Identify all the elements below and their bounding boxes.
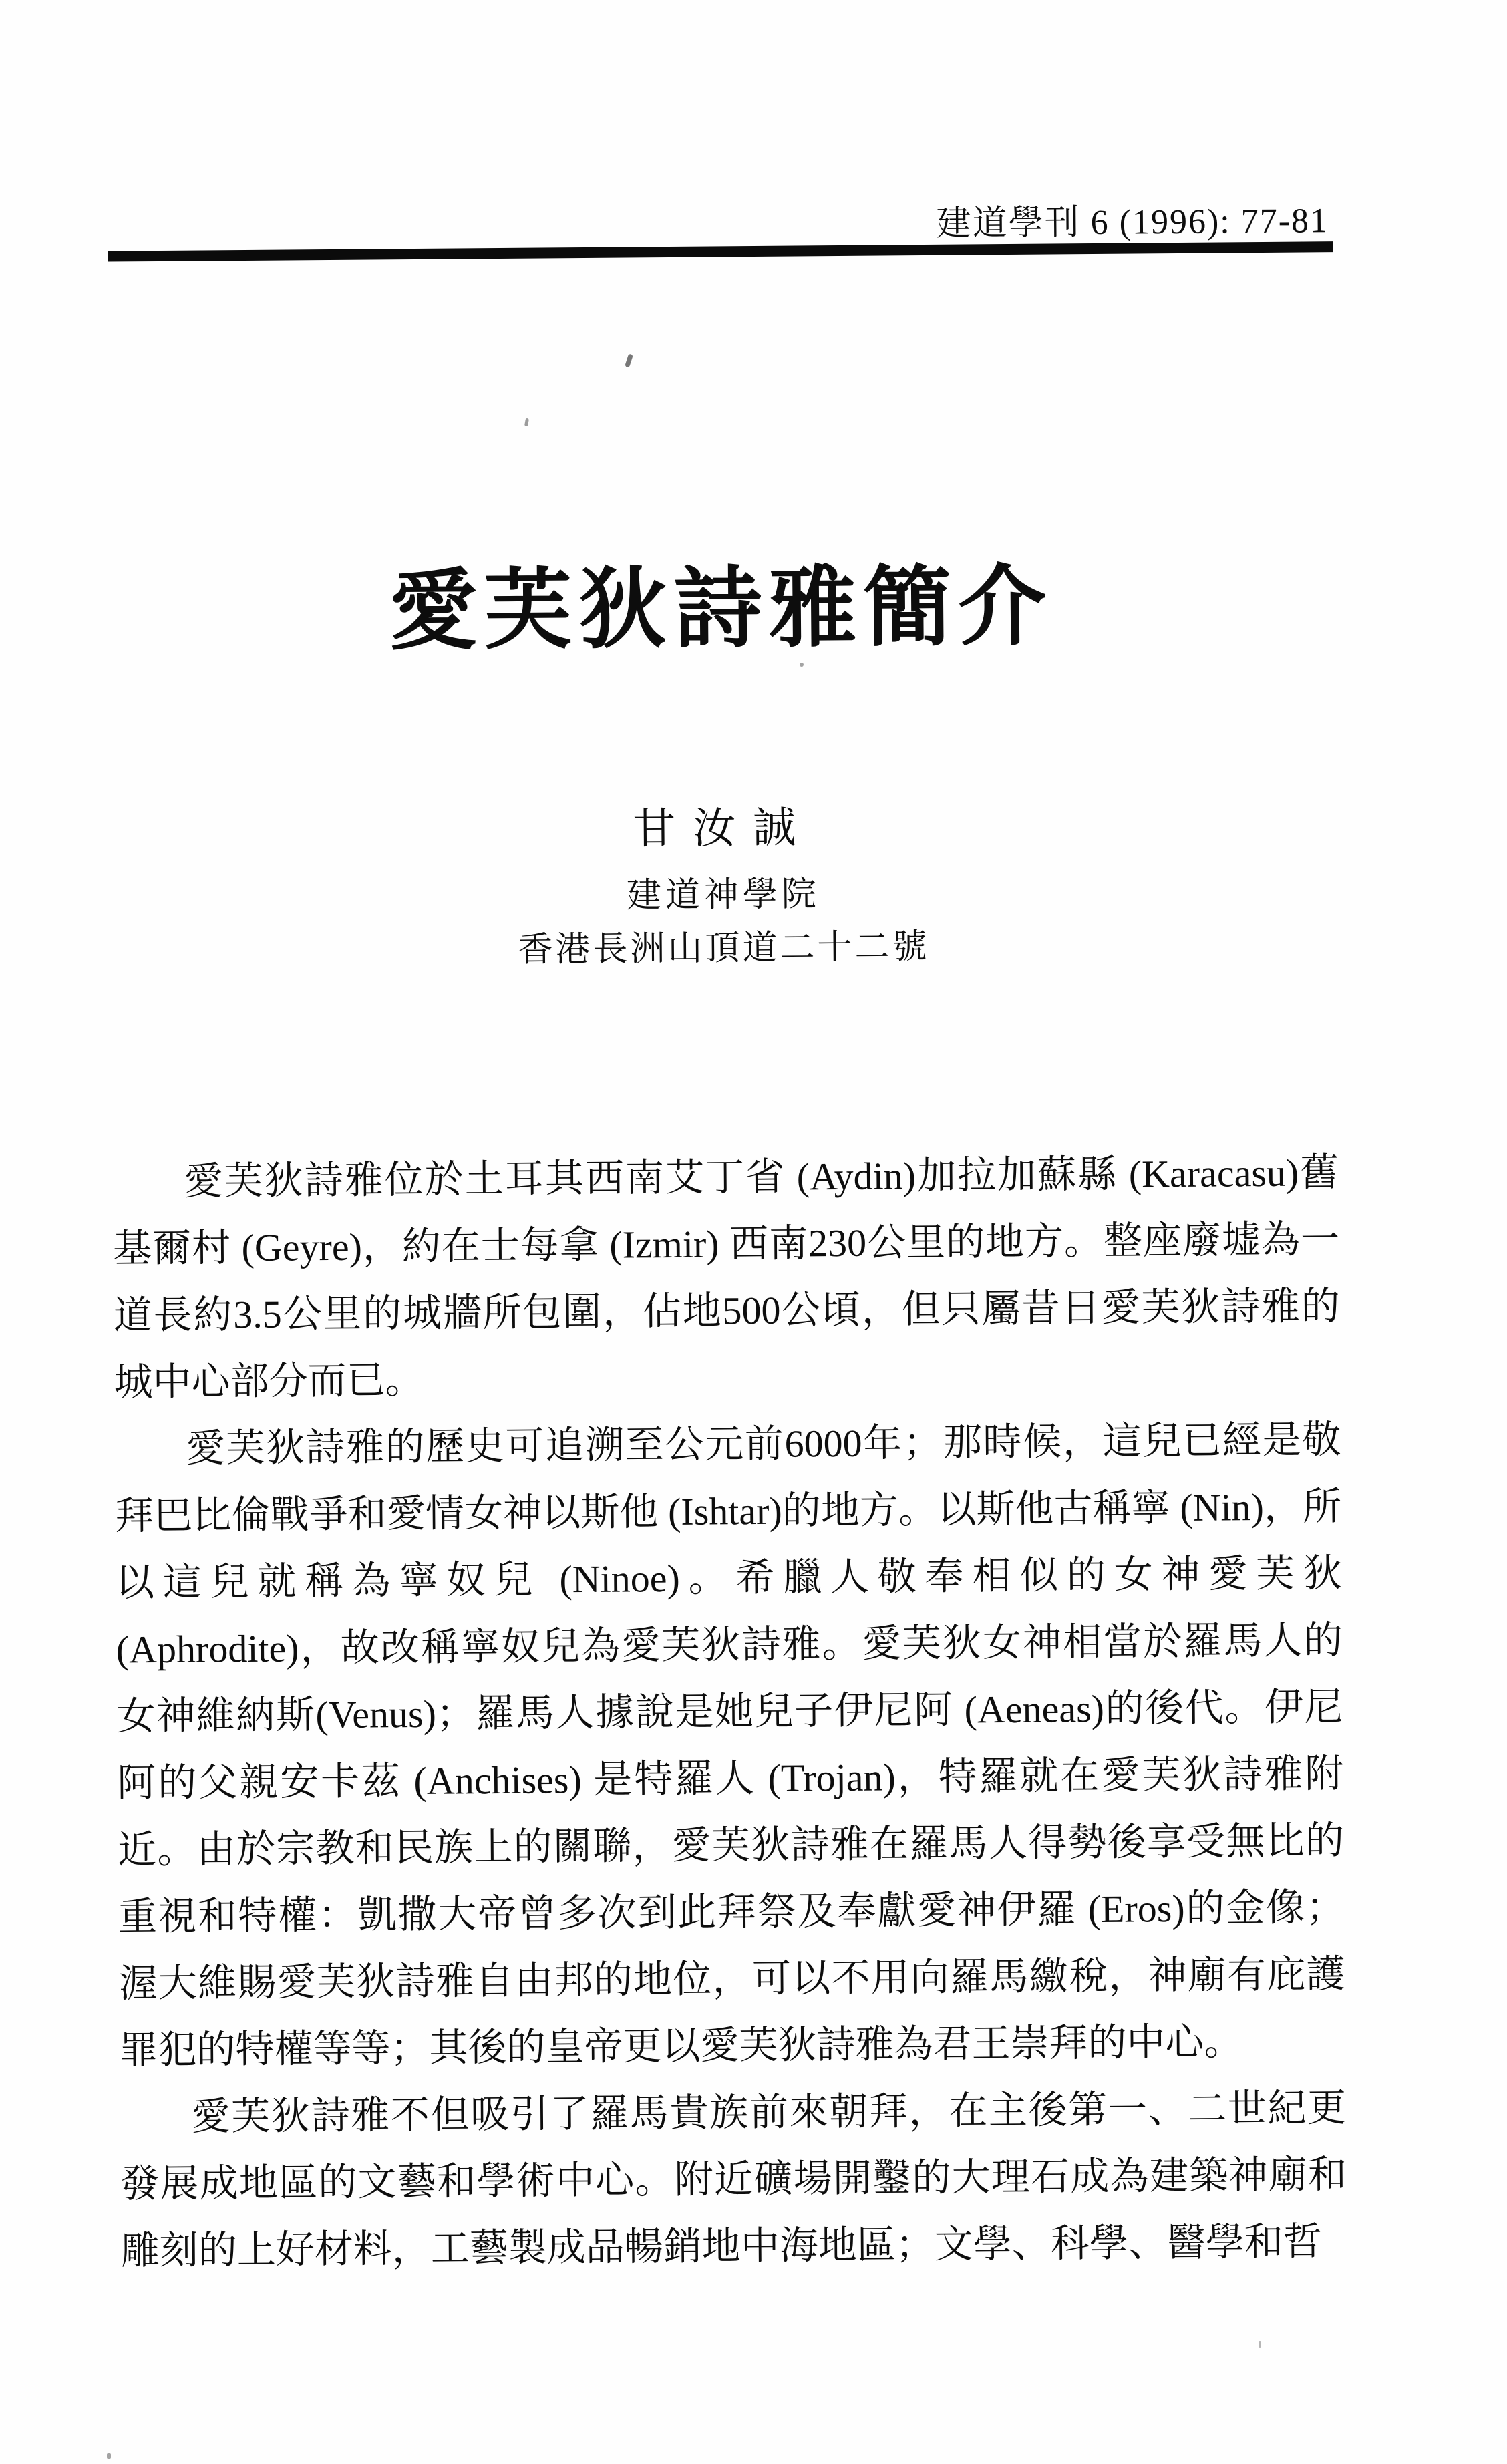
author-name: 甘汝誠 [632,804,814,853]
body-paragraph-3: 愛芙狄詩雅不但吸引了羅馬貴族前來朝拜，在主後第一、二世紀更發展成地區的文藝和學術中心。附近礦場開鑿的大理石成為建築神廟和雕刻的上好材料，工藝製成品暢銷地中海地區；文學、科學、醫學和哲 [120,2086,1347,2273]
journal-header: 建道學刊 6 (1996): 77-81 [936,202,1329,243]
body-paragraph-2: 愛芙狄詩雅的歷史可追溯至公元前6000年；那時候，這兒已經是敬拜巴比倫戰爭和愛情女神以斯他 (Ishtar)的地方。以斯他古稱寧 (Nin)，所以這兒就稱為寧奴兒 (Ninoe)。希臘人敬奉相似的女神愛芙狄 (Aphrodite)，故改稱寧奴兒為愛芙狄詩雅。愛芙狄女神相當於羅馬人的女神維納斯(Venus)；羅馬人據說是她兒子伊尼阿 (Aeneas)的後代。伊尼阿的父親安卡茲 (Anchises) 是特羅人 (Trojan)，特羅就在愛芙狄詩雅附近。由於宗教和民族上的關聯，愛芙狄詩雅在羅馬人得勢後享受無比的重視和特權：凱撒大帝曾多次到此拜祭及奉獻愛神伊羅 (Eros)的金像；渥大維賜愛芙狄詩雅自由邦的地位，可以不用向羅馬繳稅，神廟有庇護罪犯的特權等等；其後的皇帝更以愛芙狄詩雅為君王崇拜的中心。 [114,1418,1345,2072]
affiliation-address: 香港長洲山頂道二十二號 [518,927,930,969]
header-rule [108,241,1333,261]
scan-artifact [1259,2341,1261,2348]
article-title: 愛芙狄詩雅簡介 [389,557,1054,661]
affiliation-institution: 建道神學院 [626,875,821,915]
body-paragraph-1: 愛芙狄詩雅位於土耳其西南艾丁省 (Aydin)加拉加蘇縣 (Karacasu)舊基爾村 (Geyre)，約在士每拿 (Izmir) 西南230公里的地方。整座廢墟為一道長約3.5公里的城牆所包圍，佔地500公頃，但只屬昔日愛芙狄詩雅的城中心部分而已。 [112,1150,1341,1404]
article-body [112,1139,1347,2284]
scan-artifact [107,2453,111,2459]
scan-artifact [800,663,804,667]
